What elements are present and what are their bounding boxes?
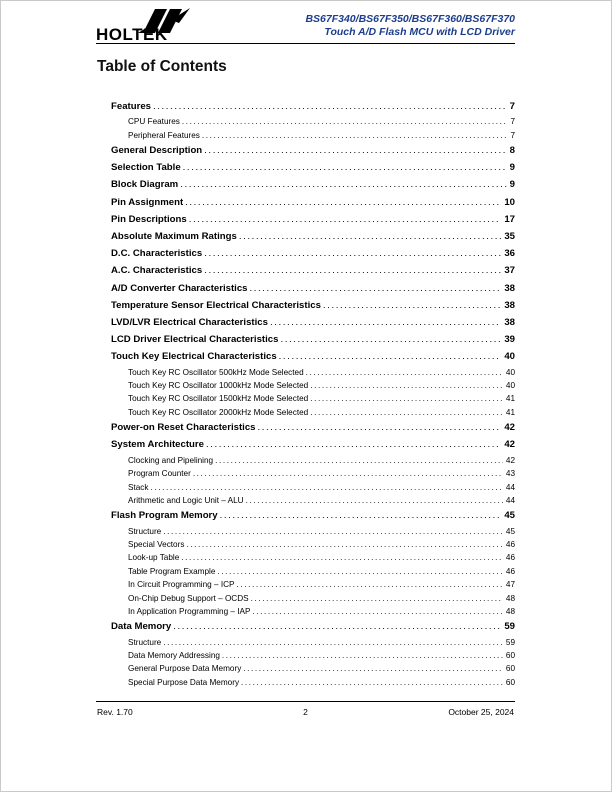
toc-entry-page: 38 [504,282,515,294]
toc-entry-label: D.C. Characteristics [111,248,203,260]
toc-entry-label: CPU Features [128,117,180,127]
dot-leader [150,481,502,494]
dot-leader [258,419,502,436]
toc-entry-page: 48 [505,606,515,616]
toc-entry[interactable] [111,159,515,176]
dot-leader [252,605,502,618]
dot-leader [183,159,507,176]
toc-entry-page: 36 [504,248,515,260]
toc-subentry[interactable] [111,636,515,649]
toc-subentry[interactable] [111,392,515,405]
dot-leader [185,194,501,211]
toc-entry[interactable] [111,176,515,193]
toc-entry-label: Block Diagram [111,179,179,191]
toc-subentry[interactable] [111,676,515,689]
toc-entry-label: Touch Key Electrical Characteristics [111,351,277,363]
doc-title [305,13,515,39]
toc-entry-label: Peripheral Features [128,130,200,140]
toc-entry[interactable] [111,419,515,436]
footer-revision: Rev. 1.70 [97,707,133,717]
toc-entry[interactable] [111,436,515,453]
table-of-contents [111,98,515,689]
toc-entry-page: 10 [504,196,515,208]
dot-leader [280,331,501,348]
toc-entry-page: 9 [509,162,515,174]
footer-rule [96,701,515,702]
toc-entry-page: 60 [505,650,515,660]
toc-subentry[interactable] [111,538,515,551]
toc-entry-page: 41 [505,394,515,404]
toc-entry[interactable] [111,228,515,245]
dot-leader [189,211,502,228]
toc-entry-page: 44 [505,495,515,505]
toc-entry-label: Absolute Maximum Ratings [111,231,237,243]
dot-leader [270,314,501,331]
dot-leader [186,538,502,551]
dot-leader [236,578,502,591]
dot-leader [181,551,503,564]
doc-title-line2: Touch A/D Flash MCU with LCD Driver [324,26,515,38]
dot-leader [204,262,501,279]
toc-entry[interactable] [111,280,515,297]
toc-entry-page: 38 [504,299,515,311]
toc-entry-page: 7 [510,117,515,127]
toc-entry-label: A.C. Characteristics [111,265,203,277]
toc-entry[interactable] [111,297,515,314]
toc-entry-label: Look-up Table [128,553,180,563]
toc-entry-label: Structure [128,637,162,647]
page-footer [96,705,515,719]
toc-entry[interactable] [111,245,515,262]
toc-entry-label: On-Chip Debug Support – OCDS [128,593,249,603]
toc-entry-label: Data Memory Addressing [128,650,220,660]
toc-entry-page: 46 [505,566,515,576]
toc-entry-label: A/D Converter Characteristics [111,282,248,294]
dot-leader [193,467,503,480]
dot-leader [243,662,503,675]
dot-leader [241,676,503,689]
toc-entry[interactable] [111,262,515,279]
toc-entry[interactable] [111,331,515,348]
toc-entry-page: 60 [505,664,515,674]
dot-leader [246,494,503,507]
toc-entry-label: Flash Program Memory [111,510,218,522]
dot-leader [251,592,503,605]
toc-entry-label: In Application Programming – IAP [128,606,251,616]
toc-subentry[interactable] [111,481,515,494]
toc-subentry[interactable] [111,129,515,142]
toc-entry-label: General Description [111,145,203,157]
toc-entry-page: 47 [505,580,515,590]
dot-leader [239,228,502,245]
toc-entry[interactable] [111,618,515,635]
dot-leader [220,507,502,524]
toc-entry[interactable] [111,314,515,331]
dot-leader [310,406,503,419]
dot-leader [180,176,506,193]
toc-entry-page: 42 [504,422,515,434]
dot-leader [215,454,503,467]
toc-entry-label: Program Counter [128,469,191,479]
holtek-logo [96,17,246,45]
toc-subentry[interactable] [111,565,515,578]
dot-leader [310,379,503,392]
toc-entry-page: 45 [505,526,515,536]
toc-entry-label: Features [111,101,151,112]
dot-leader [204,245,501,262]
toc-entry[interactable] [111,211,515,228]
dot-leader [323,297,501,314]
toc-subentry[interactable] [111,454,515,467]
dot-leader [173,618,501,635]
toc-entry-label: LVD/LVR Electrical Characteristics [111,317,268,329]
toc-subentry[interactable] [111,605,515,618]
toc-subentry[interactable] [111,494,515,507]
toc-entry-page: 40 [504,351,515,363]
toc-subentry[interactable] [111,592,515,605]
toc-entry-page: 8 [509,145,515,157]
toc-entry-page: 43 [505,469,515,479]
toc-entry-page: 7 [510,130,515,140]
toc-entry-label: General Purpose Data Memory [128,664,242,674]
toc-entry-label: Special Vectors [128,539,185,549]
footer-date: October 25, 2024 [448,707,514,717]
toc-entry[interactable] [111,348,515,365]
toc-entry-label: Touch Key RC Oscillator 2000kHz Mode Selected [128,407,309,417]
toc-entry[interactable] [111,507,515,524]
toc-entry-label: Touch Key RC Oscillator 1000kHz Mode Selected [128,381,309,391]
toc-entry-label: Touch Key RC Oscillator 500kHz Mode Selected [128,367,304,377]
toc-subentry[interactable] [111,525,515,538]
page-header [96,13,515,45]
toc-entry-page: 45 [504,510,515,522]
toc-entry-label: System Architecture [111,439,204,451]
toc-entry[interactable] [111,142,515,159]
toc-entry-label: Data Memory [111,621,172,633]
toc-entry-page: 17 [504,213,515,225]
dot-leader [250,280,502,297]
dot-leader [204,142,506,159]
toc-entry-page: 42 [505,455,515,465]
toc-entry-label: Pin Assignment [111,196,184,208]
dot-leader [182,115,508,128]
toc-subentry[interactable] [111,379,515,392]
toc-entry-label: Temperature Sensor Electrical Characteristics [111,299,321,311]
dot-leader [202,129,508,142]
toc-entry-page: 46 [505,539,515,549]
toc-subentry[interactable] [111,467,515,480]
toc-entry-page: 59 [505,637,515,647]
toc-entry-page: 41 [505,407,515,417]
toc-entry-label: Pin Descriptions [111,213,187,225]
dot-leader [279,348,502,365]
dot-leader [222,649,503,662]
toc-entry-page: 44 [505,482,515,492]
toc-entry-page: 42 [504,439,515,451]
dot-leader [306,366,503,379]
toc-entry-page: 59 [504,621,515,633]
dot-leader [310,392,503,405]
toc-entry-page: 37 [504,265,515,277]
toc-entry-label: Touch Key RC Oscillator 1500kHz Mode Selected [128,394,309,404]
page-title: Table of Contents [97,58,227,75]
toc-entry-label: Power-on Reset Characteristics [111,422,256,434]
toc-entry-label: Table Program Example [128,566,216,576]
toc-subentry[interactable] [111,406,515,419]
header-rule [96,43,515,44]
dot-leader [217,565,503,578]
toc-entry[interactable] [111,194,515,211]
toc-entry-label: LCD Driver Electrical Characteristics [111,334,279,346]
toc-entry-page: 39 [504,334,515,346]
toc-entry-page: 38 [504,317,515,329]
toc-entry-page: 48 [505,593,515,603]
toc-entry-label: Stack [128,482,149,492]
toc-subentry[interactable] [111,115,515,128]
holtek-logo-text: HOLTEK [96,25,168,44]
footer-page-number: 2 [303,707,308,717]
toc-entry-page: 9 [509,179,515,191]
dot-leader [163,525,503,538]
toc-entry-page: 60 [505,677,515,687]
toc-entry[interactable] [111,98,515,115]
doc-title-line1: BS67F340/BS67F350/BS67F360/BS67F370 [305,13,515,25]
toc-entry-label: Arithmetic and Logic Unit – ALU [128,495,244,505]
toc-subentry[interactable] [111,366,515,379]
dot-leader [153,98,507,115]
toc-entry-page: 40 [505,381,515,391]
toc-subentry[interactable] [111,662,515,675]
toc-entry-page: 46 [505,553,515,563]
toc-entry-page: 40 [505,367,515,377]
toc-entry-label: Special Purpose Data Memory [128,677,240,687]
toc-subentry[interactable] [111,649,515,662]
toc-entry-label: Structure [128,526,162,536]
toc-subentry[interactable] [111,551,515,564]
toc-subentry[interactable] [111,578,515,591]
toc-entry-label: In Circuit Programming – ICP [128,580,235,590]
dot-leader [163,636,503,649]
dot-leader [206,436,501,453]
toc-entry-label: Clocking and Pipelining [128,455,214,465]
toc-entry-label: Selection Table [111,162,181,174]
toc-entry-page: 7 [509,101,515,112]
toc-entry-page: 35 [504,231,515,243]
